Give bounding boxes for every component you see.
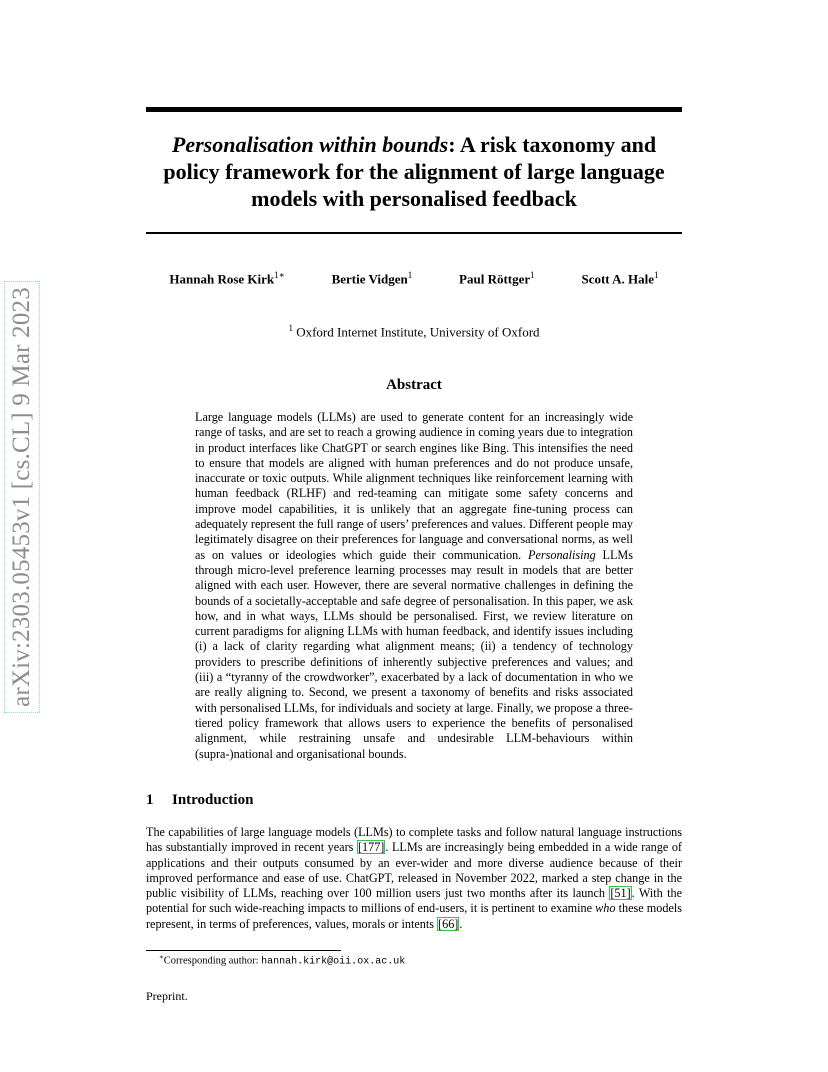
footnote-rule xyxy=(146,950,341,951)
author-affiliation-mark: 1 xyxy=(530,270,535,280)
citation-link[interactable]: [66] xyxy=(438,916,459,931)
footnote-mark: ∗ xyxy=(159,953,164,961)
body-text: . LLMs are increasingly being embedded in a wide range of applications and their outputs consumed by an ever-wider and more diverse audience because of their improved performance and ease of use. ChatGPT, released in November 2022, marked a step change in the public visibility of LLMs, reaching over 100 million users just two months after its launch xyxy=(146,840,682,901)
section-number: 1 xyxy=(146,792,154,808)
body-text: . With the potential for such wide-reaching impacts to millions of end-users, it is pertinent to examine xyxy=(146,886,682,916)
introduction-paragraph xyxy=(146,825,682,932)
author-list xyxy=(146,270,682,288)
author xyxy=(332,270,413,288)
author-name: Bertie Vidgen xyxy=(331,271,408,287)
preprint-label: Preprint. xyxy=(146,989,188,1003)
arxiv-identifier-stamp[interactable] xyxy=(0,262,44,732)
affiliation-mark: 1 xyxy=(288,323,293,333)
author-affiliation-mark: 1 xyxy=(654,270,659,280)
affiliation-text: Oxford Internet Institute, University of Oxford xyxy=(296,324,540,340)
body-emphasis: who xyxy=(595,901,616,916)
body-text: these models represent, in terms of preferences, values, morals or intents xyxy=(146,901,683,931)
author xyxy=(459,270,535,288)
affiliation xyxy=(146,323,682,340)
section-title: Introduction xyxy=(172,792,254,808)
title-rest: : A risk taxonomy and policy framework for the alignment of large language models with personalised feedback xyxy=(163,132,665,211)
arxiv-identifier-text: arXiv:2303.05453v1 [cs.CL] 9 Mar 2023 xyxy=(8,287,35,707)
paper-title xyxy=(146,131,682,212)
abstract-text: LLMs through micro-level preference learning processes may result in models that are better aligned with each user. However, there are several normative challenges in defining the bounds of a societally-acceptable and safe degree of personalisation. In this paper, we ask how, and in what ways, LLMs should be personalised. First, we review literature on current paradigms for aligning LLMs with human feedback, and identify issues including (i) a lack of clarity regarding what alignment means; (ii) a tendency of technology providers to prescribe definitions of inherently subjective preferences and values; and (iii) a “tyranny of the crowdworker”, exacerbated by a lack of documentation in who we are really aligning to. Second, we present a taxonomy of benefits and risks associated with personalised LLMs, for individuals and society at large. Finally, we propose a three-tiered policy framework that allows users to experience the benefits of personalised alignment, while restraining unsafe and undesirable LLM-behaviours within (supra-)national and organisational bounds. xyxy=(195,547,634,761)
author xyxy=(581,270,658,288)
title-bottom-rule xyxy=(146,232,682,234)
abstract-heading: Abstract xyxy=(386,377,442,393)
abstract-body xyxy=(195,410,633,762)
author-name: Scott A. Hale xyxy=(581,271,655,287)
author-name: Paul Röttger xyxy=(459,271,531,287)
title-top-rule xyxy=(146,107,682,112)
body-text: . xyxy=(459,916,463,931)
title-italic-part: Personalisation within bounds xyxy=(171,132,449,157)
footnote-label: Corresponding author: xyxy=(163,955,262,967)
abstract-emphasis: Personalising xyxy=(528,547,596,562)
citation-link[interactable]: [51] xyxy=(610,886,631,901)
body-text: The capabilities of large language models (LLMs) to complete tasks and follow natural language instructions has substantially improved in recent years xyxy=(146,825,682,855)
author-name: Hannah Rose Kirk xyxy=(169,271,275,287)
footnote xyxy=(159,953,405,968)
section-heading xyxy=(146,792,253,809)
abstract-text: Large language models (LLMs) are used to generate content for an increasingly wide range of tasks, and are set to reach a growing audience in coming years due to integration in product interfaces like ChatGPT or search engines like Bing. This intensifies the need to ensure that models are aligned with human preferences and do not produce unsafe, inaccurate or toxic outputs. While alignment techniques like reinforcement learning with human feedback (RLHF) and red-teaming can mitigate some safety concerns and improve model capabilities, it is unlikely that an aggregate fine-tuning process can adequately represent the full range of users’ preferences and values. Different people may legitimately disagree on their preferences for language and conversational norms, as well as on values or ideologies which guide their communication. xyxy=(195,410,633,562)
citation-link[interactable]: [177] xyxy=(357,840,385,855)
author-affiliation-mark: 1 xyxy=(407,270,413,280)
author-affiliation-mark: 1∗ xyxy=(274,270,285,280)
author xyxy=(169,270,284,288)
author-email: hannah.kirk@oii.ox.ac.uk xyxy=(261,956,406,968)
